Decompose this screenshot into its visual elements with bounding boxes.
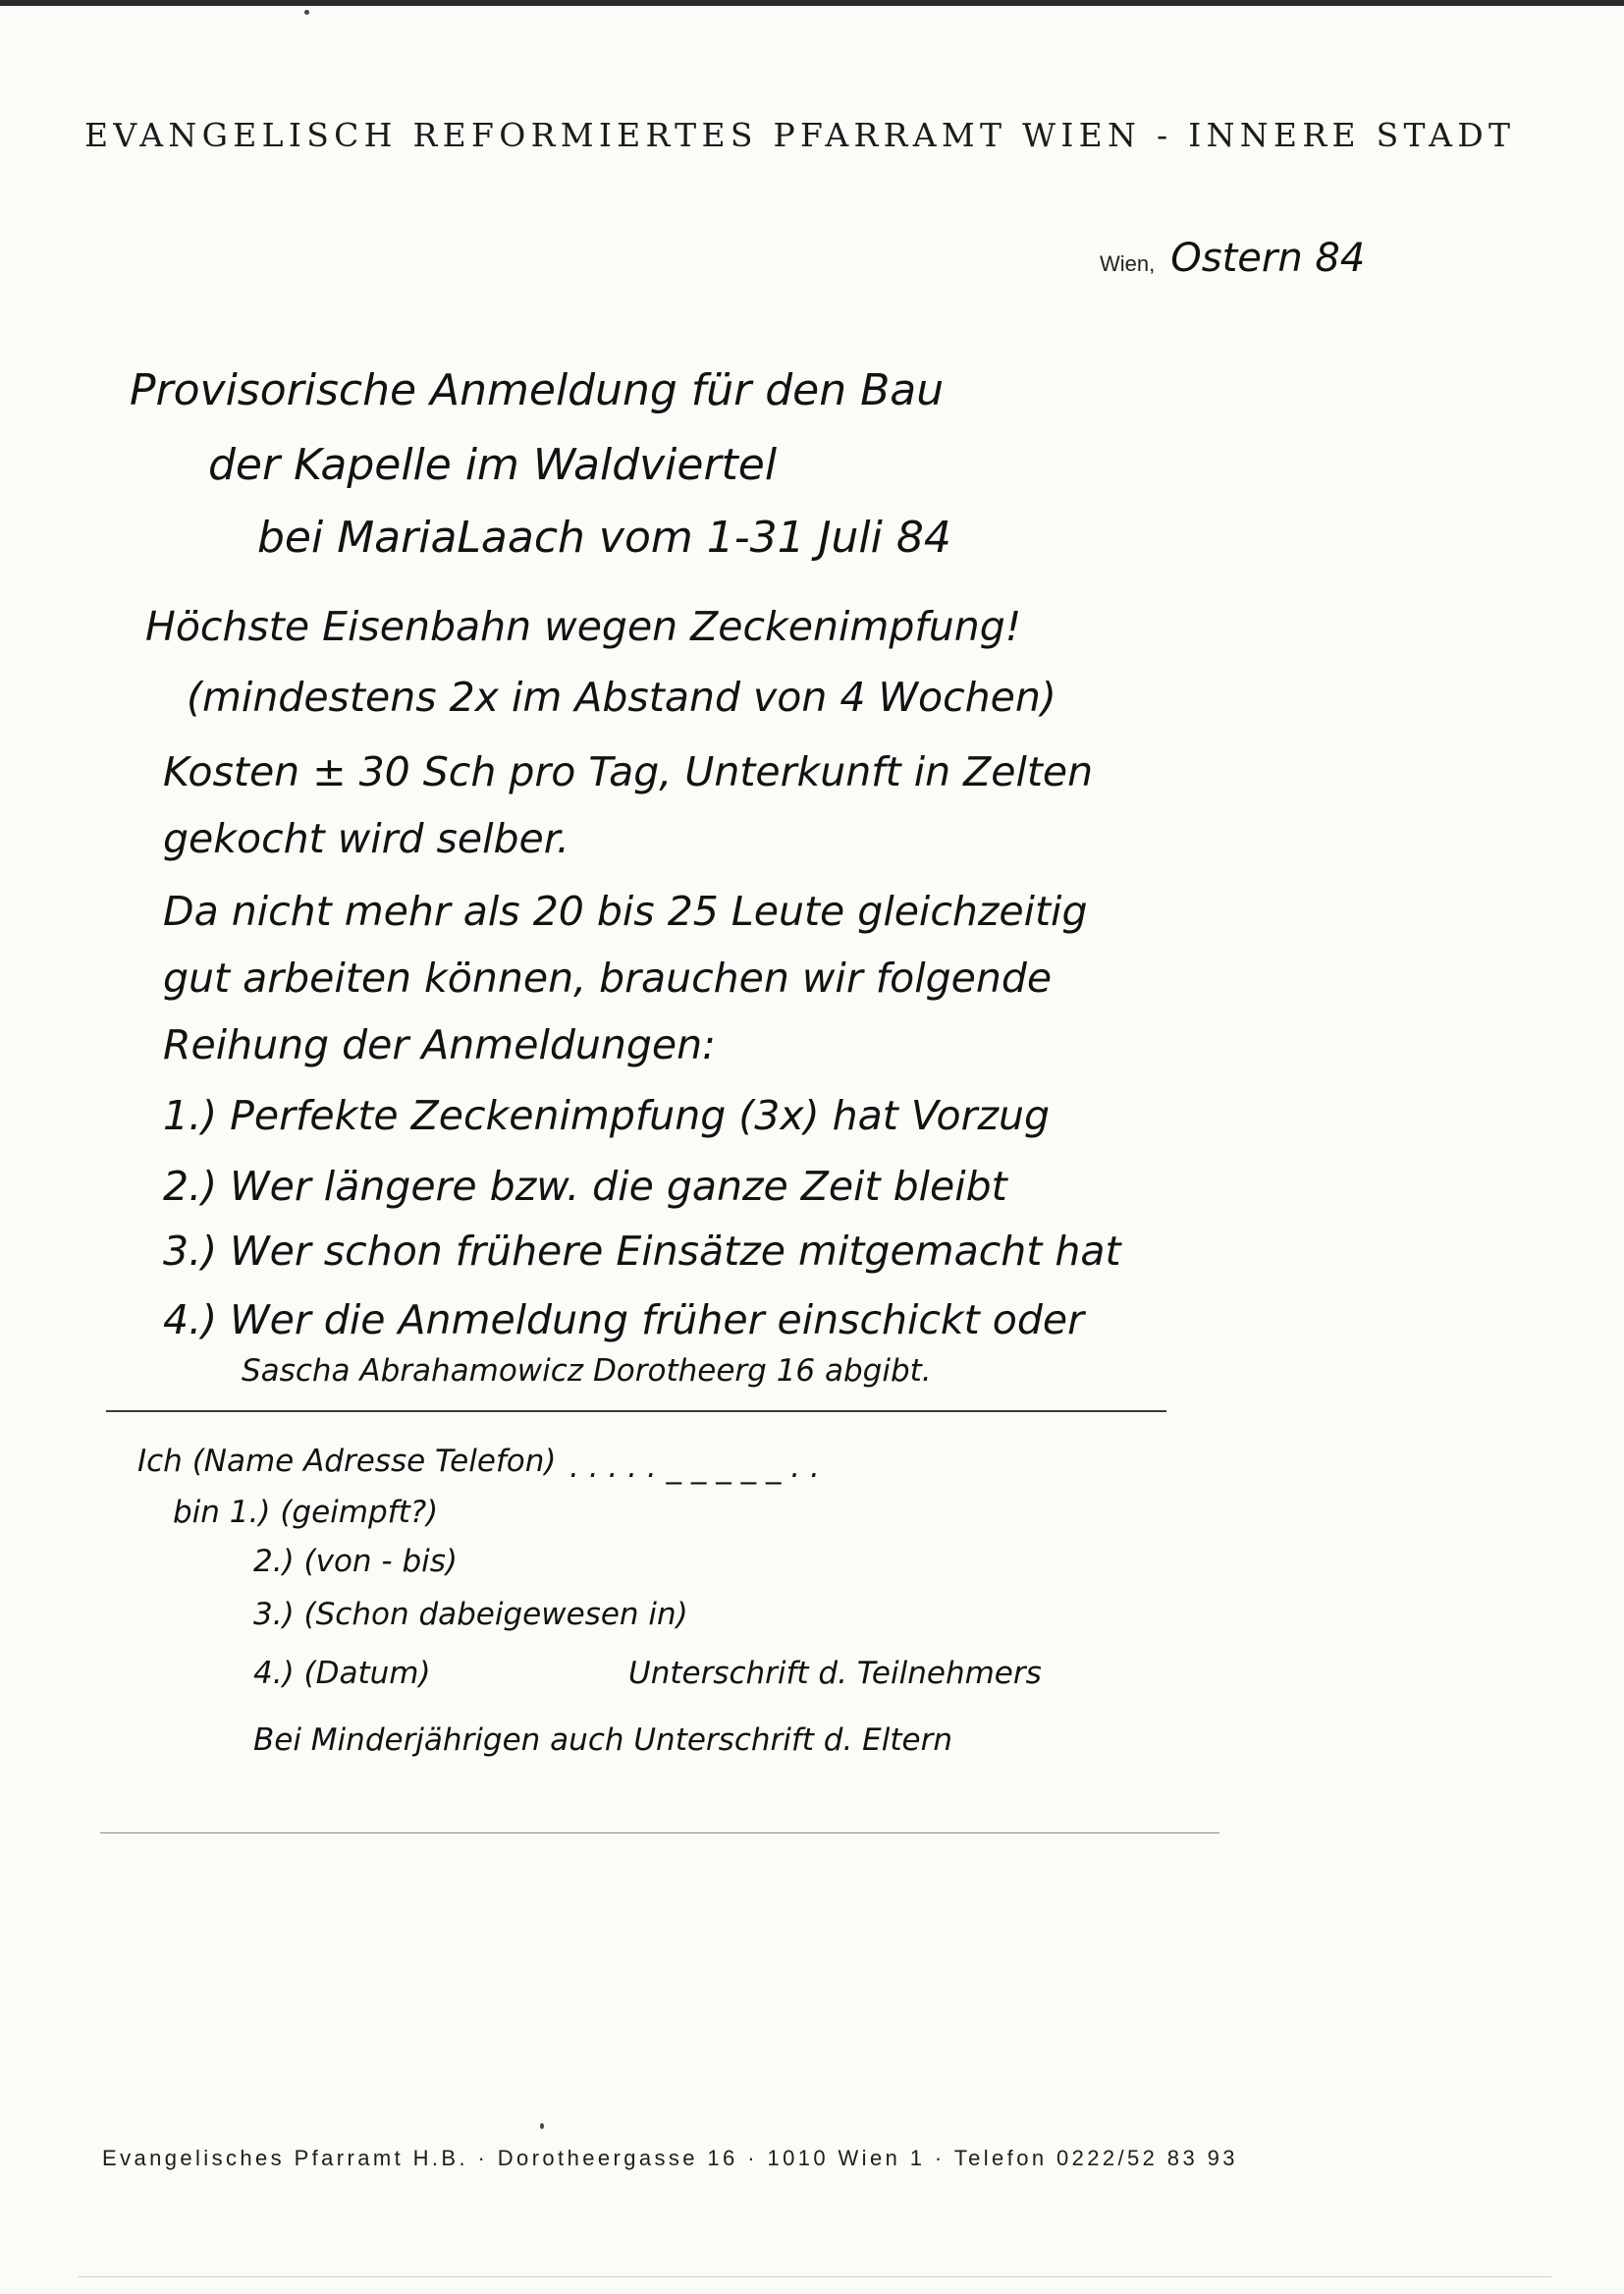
form-divider-bottom: [100, 1832, 1219, 1833]
intro-line-2: gut arbeiten können, brauchen wir folgende: [163, 955, 1053, 1002]
date-value: Ostern 84: [1170, 236, 1366, 281]
scan-bottom-edge: [79, 2276, 1551, 2277]
criterion-1: 1.) Perfekte Zeckenimpfung (3x) hat Vorzug: [163, 1092, 1051, 1139]
criterion-4: 4.) Wer die Anmeldung früher einschickt oder: [163, 1296, 1084, 1343]
costs-line-2: gekocht wird selber.: [163, 815, 569, 862]
scan-speck: [304, 10, 309, 15]
form-fill-dots: . . . . . _ _ _ _ _ . .: [569, 1449, 820, 1485]
criterion-3: 3.) Wer schon frühere Einsätze mitgemacht hat: [163, 1228, 1121, 1275]
criterion-4-continuation: Sascha Abrahamowicz Dorotheerg 16 abgibt.: [242, 1353, 932, 1389]
criterion-2: 2.) Wer längere bzw. die ganze Zeit bleibt: [163, 1163, 1007, 1210]
intro-line-3: Reihung der Anmeldungen:: [163, 1021, 716, 1068]
scan-top-edge: [0, 0, 1624, 6]
scan-speck: [540, 2123, 544, 2129]
title-line-2: der Kapelle im Waldviertel: [208, 440, 778, 490]
vaccination-line-2: (mindestens 2x im Abstand von 4 Wochen): [187, 674, 1056, 721]
vaccination-line-1: Höchste Eisenbahn wegen Zeckenimpfung!: [145, 603, 1022, 650]
form-period-line: 2.) (von - bis): [253, 1544, 459, 1579]
date-label: Wien,: [1100, 251, 1156, 276]
title-line-3: bei MariaLaach vom 1-31 Juli 84: [257, 513, 951, 563]
form-participant-signature-label: Unterschrift d. Teilnehmers: [628, 1656, 1042, 1691]
form-parent-signature-line: Bei Minderjährigen auch Unterschrift d. Eltern: [253, 1722, 953, 1758]
intro-line-1: Da nicht mehr als 20 bis 25 Leute gleichzeitig: [163, 888, 1088, 935]
date-line: [1100, 236, 1365, 281]
costs-line-1: Kosten ± 30 Sch pro Tag, Unterkunft in Zelten: [163, 748, 1094, 795]
form-previous-line: 3.) (Schon dabeigewesen in): [253, 1597, 688, 1632]
form-vaccinated-line: bin 1.) (geimpft?): [173, 1495, 439, 1530]
form-divider-top: [106, 1410, 1166, 1412]
form-name-line: Ich (Name Adresse Telefon): [137, 1444, 557, 1479]
form-date-label: 4.) (Datum): [253, 1656, 431, 1691]
letterhead: EVANGELISCH REFORMIERTES PFARRAMT WIEN - INNERE STADT: [84, 116, 1516, 154]
title-line-1: Provisorische Anmeldung für den Bau: [130, 365, 945, 415]
footer-address: Evangelisches Pfarramt H.B. · Dorotheergasse 16 · 1010 Wien 1 · Telefon 0222/52 83 93: [102, 2146, 1238, 2170]
